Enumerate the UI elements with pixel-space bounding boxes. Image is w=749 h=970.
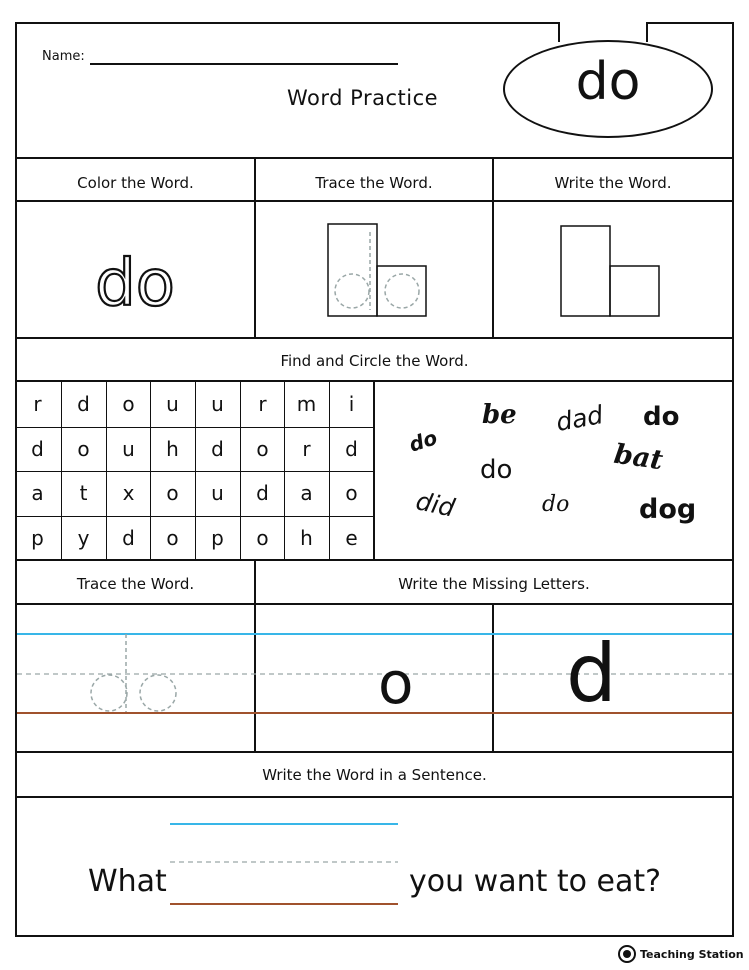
scatter-word[interactable]: dog: [639, 494, 697, 525]
trace-line-label: Trace the Word.: [76, 575, 195, 593]
write-word-boxes[interactable]: [494, 202, 732, 337]
word-search-letter[interactable]: o: [77, 437, 90, 461]
word-search-letter[interactable]: o: [166, 481, 179, 505]
word-search-letter[interactable]: d: [211, 437, 224, 461]
color-word-label: Color the Word.: [77, 174, 194, 192]
word-search-letter[interactable]: o: [345, 481, 358, 505]
sentence-blank-lines[interactable]: [170, 815, 400, 910]
word-search-letter[interactable]: x: [122, 481, 135, 505]
scatter-word[interactable]: do: [405, 425, 441, 457]
trace-word-label: Trace the Word.: [315, 174, 433, 192]
word-search-letter[interactable]: o: [122, 392, 135, 416]
color-word-outline[interactable]: [17, 202, 254, 337]
word-search-letter[interactable]: o: [256, 526, 269, 550]
scatter-word[interactable]: bat: [612, 438, 665, 477]
missing-letters-label: Write the Missing Letters.: [398, 575, 590, 593]
brand-name: Teaching Station: [640, 947, 744, 961]
word-search-letter[interactable]: d: [345, 437, 358, 461]
name-label: Name:: [42, 49, 85, 64]
handwriting-lines[interactable]: [17, 605, 732, 751]
word-search-letter[interactable]: u: [166, 392, 179, 416]
color-word-text: do: [95, 247, 175, 321]
word-search-letter[interactable]: u: [211, 481, 224, 505]
word-search-letter[interactable]: r: [258, 392, 267, 416]
word-search-letter[interactable]: u: [122, 437, 135, 461]
scatter-word[interactable]: did: [413, 486, 458, 523]
word-search-letter[interactable]: i: [348, 392, 355, 416]
word-search-letter[interactable]: h: [300, 526, 313, 550]
word-search-letter[interactable]: h: [166, 437, 179, 461]
missing-letter-o: o: [378, 649, 414, 717]
sentence-start: What: [88, 864, 167, 899]
word-search-letter[interactable]: u: [211, 392, 224, 416]
sentence-end: you want to eat?: [409, 864, 662, 899]
word-search-letter[interactable]: p: [211, 526, 224, 550]
scatter-word[interactable]: do: [542, 492, 570, 517]
scatter-word[interactable]: dad: [553, 400, 606, 437]
scatter-word[interactable]: do: [643, 402, 680, 432]
word-search-letter[interactable]: t: [79, 481, 88, 505]
word-search-letter[interactable]: d: [122, 526, 135, 550]
write-word-label: Write the Word.: [554, 174, 672, 192]
word-search-letter[interactable]: e: [345, 526, 358, 550]
missing-letter-d: d: [566, 627, 617, 720]
sight-word: do: [575, 52, 641, 112]
word-search-letter[interactable]: r: [302, 437, 311, 461]
scatter-word[interactable]: do: [480, 455, 513, 485]
footer-brand: [618, 945, 744, 963]
trace-word-boxes[interactable]: [256, 202, 492, 337]
sentence-label: Write the Word in a Sentence.: [262, 766, 487, 784]
word-search-letter[interactable]: o: [256, 437, 269, 461]
word-search-letter[interactable]: r: [33, 392, 42, 416]
word-search-letter[interactable]: y: [77, 526, 90, 550]
word-search-letter[interactable]: d: [77, 392, 90, 416]
page-title: Word Practice: [287, 86, 439, 110]
scatter-word[interactable]: be: [482, 400, 517, 430]
word-search-letter[interactable]: d: [31, 437, 44, 461]
word-search-letter[interactable]: o: [166, 526, 179, 550]
word-search-letter[interactable]: d: [256, 481, 269, 505]
name-input-line[interactable]: [90, 63, 398, 65]
word-search-letter[interactable]: a: [31, 481, 44, 505]
word-search-letter[interactable]: p: [31, 526, 44, 550]
brand-logo-icon: [618, 945, 636, 963]
word-search-letter[interactable]: m: [296, 392, 317, 416]
find-circle-label: Find and Circle the Word.: [280, 352, 469, 370]
word-search-letter[interactable]: a: [300, 481, 313, 505]
